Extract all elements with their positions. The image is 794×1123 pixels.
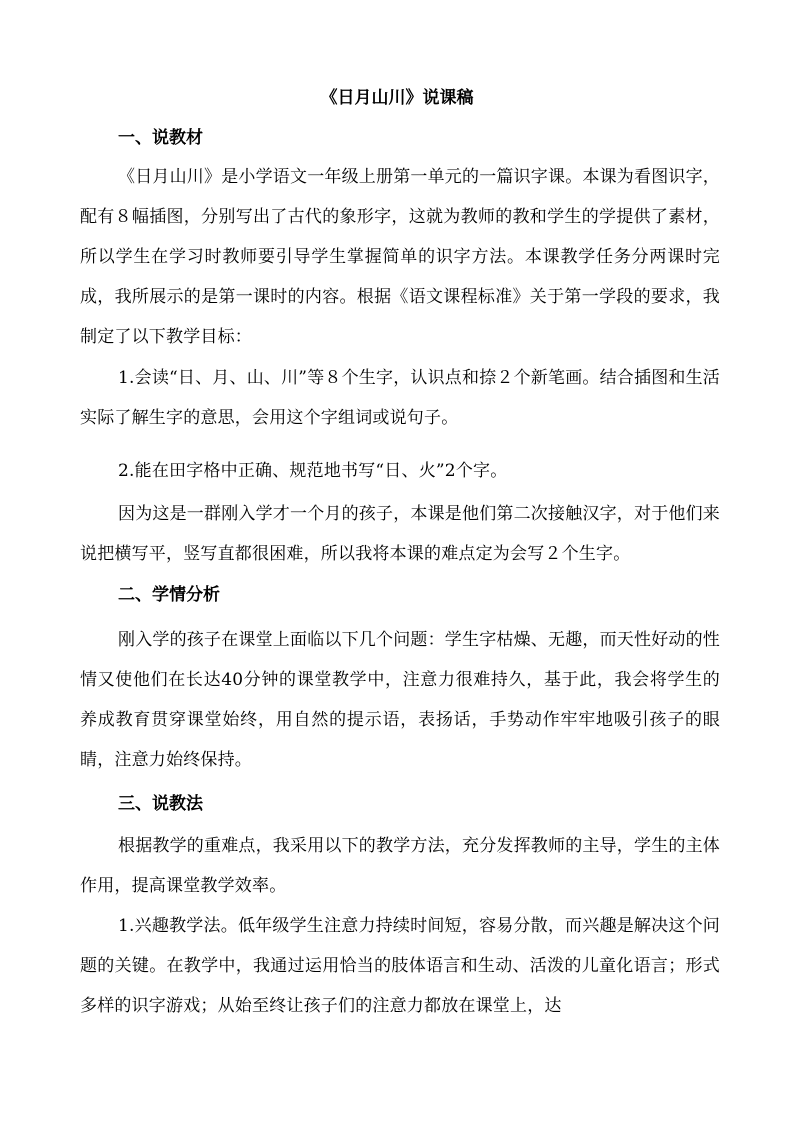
paragraph-goal-1: 1.会读“日、月、山、川”等８个生字，认识点和捺２个新笔画。结合插图和生活实际了解生字的意思，会用这个字组词或说句子。 <box>80 368 720 428</box>
paragraph-goal-2: 2.能在田字格中正确、规范地书写“日、火”2个字。 <box>118 461 508 481</box>
paragraph-method-intro: 根据教学的重难点，我采用以下的教学方法，充分发挥教师的主导，学生的主体作用，提高课堂教学效率。 <box>80 836 720 896</box>
section-heading-textbook: 一、说教材 <box>118 128 203 148</box>
section-heading-teaching-method: 三、说教法 <box>118 794 203 814</box>
paragraph-textbook-intro: 《日月山川》是小学语文一年级上册第一单元的一篇识字课。本课为看图识字，配有８幅插图，分别写出了古代的象形字，这就为教师的教和学生的学提供了素材，所以学生在学习时教师要引导学生掌握简单的识字方法。本课教学任务分两课时完成，我所展示的是第一课时的内容。根据《语文课程标准》关于第一学段的要求，我制定了以下教学目标： <box>80 167 720 347</box>
paragraph-difficulty: 因为这是一群刚入学才一个月的孩子，本课是他们第二次接触汉字，对于他们来说把横写平，竖写直都很困难，所以我将本课的难点定为会写２个生字。 <box>80 504 720 564</box>
section-heading-learner-analysis: 二、学情分析 <box>118 585 220 605</box>
paragraph-method-interest: 1.兴趣教学法。低年级学生注意力持续时间短，容易分散，而兴趣是解决这个问题的关键。在教学中，我通过运用恰当的肢体语言和生动、活泼的儿童化语言；形式多样的识字游戏；从始至终让孩子们的注意力都放在课堂上，达 <box>80 916 720 1016</box>
paragraph-learner-analysis: 刚入学的孩子在课堂上面临以下几个问题：学生字枯燥、无趣，而天性好动的性情又使他们在长达40分钟的课堂教学中，注意力很难持久，基于此，我会将学生的养成教育贯穿课堂始终，用自然的提示语，表扬话，手势动作牢牢地吸引孩子的眼睛，注意力始终保持。 <box>80 630 720 770</box>
document-title: 《日月山川》说课稿 <box>320 88 474 108</box>
